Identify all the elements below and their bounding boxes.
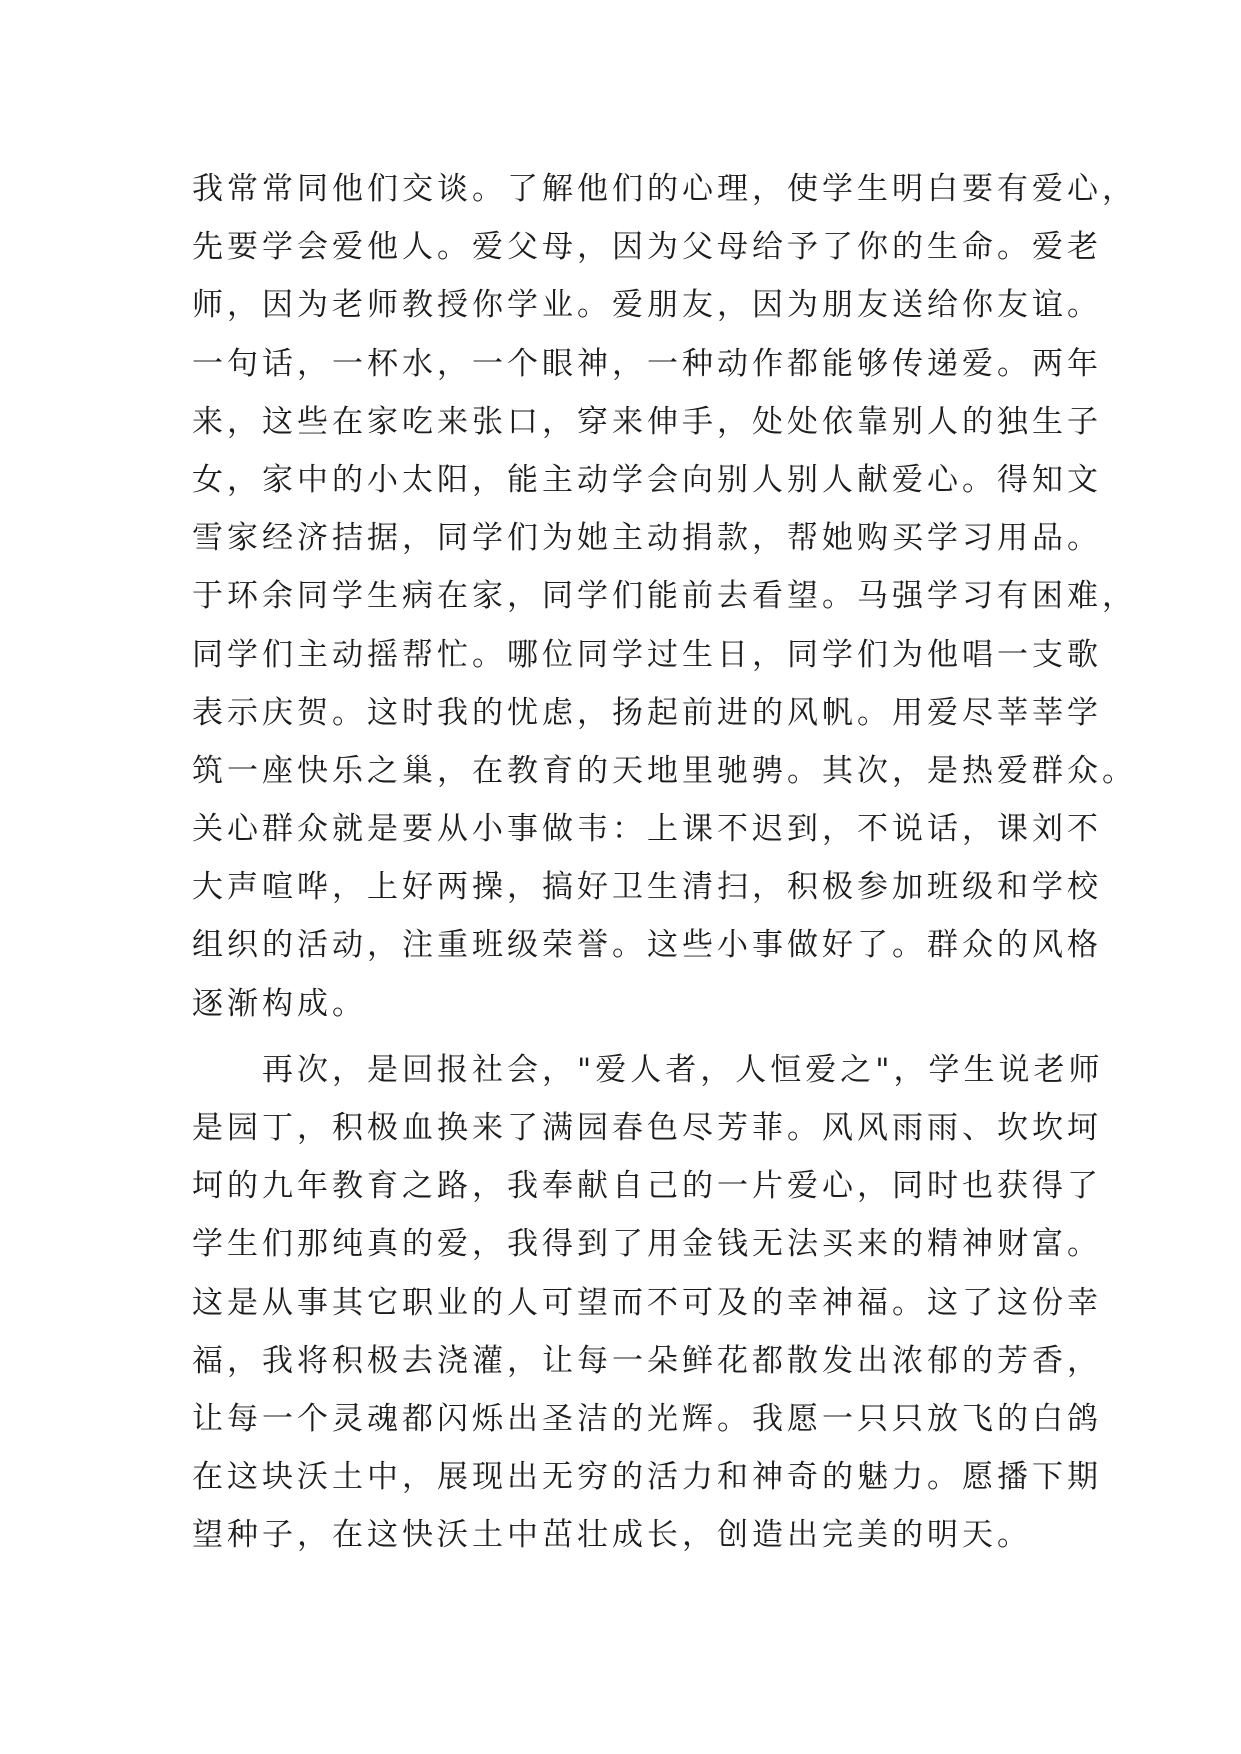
- text-line: 福，我将积极去浇灌，让每一朵鲜花都散发出浓郁的芳香，: [192, 1342, 1102, 1379]
- text-line: 于环余同学生病在家，同学们能前去看望。马强学习有困难，: [192, 578, 1137, 615]
- text-line: 这是从事其它职业的人可望而不可及的幸神福。这了这份幸: [192, 1284, 1102, 1321]
- text-line: 是园丁，积极血换来了满园春色尽芳菲。风风雨雨、坎坎坷: [192, 1110, 1102, 1146]
- text-line: 坷的九年教育之路，我奉献自己的一片爱心，同时也获得了: [192, 1168, 1102, 1205]
- text-line: 学生们那纯真的爱，我得到了用金钱无法买来的精神财富。: [192, 1226, 1102, 1263]
- text-line: 先要学会爱他人。爱父母，因为父母给予了你的生命。爱老: [192, 229, 1102, 266]
- text-line: 同学们主动摇帮忙。哪位同学过生日，同学们为他唱一支歌: [192, 636, 1102, 673]
- paragraph-gap: [192, 1033, 1072, 1041]
- text-line: 女，家中的小太阳，能主动学会向别人别人献爱心。得知文: [192, 461, 1102, 498]
- text-line: 师，因为老师教授你学业。爱朋友，因为朋友送给你友谊。: [192, 287, 1102, 324]
- text-line: 我常常同他们交谈。了解他们的心理，使学生明白要有爱心，: [192, 171, 1137, 207]
- text-line: 一句话，一杯水，一个眼神，一种动作都能够传递爱。两年: [192, 345, 1102, 382]
- text-line: 雪家经济拮据，同学们为她主动捐款，帮她购买学习用品。: [192, 520, 1102, 557]
- text-line: 表示庆贺。这时我的忧虑，扬起前进的风帆。用爱尽莘莘学: [192, 694, 1102, 731]
- paragraph-2: [192, 1041, 1104, 1565]
- paragraph-1: [192, 160, 1137, 1033]
- text-line: 筑一座快乐之巢，在教育的天地里驰骋。其次，是热爱群众。: [192, 752, 1137, 789]
- text-line: 让每一个灵魂都闪烁出圣洁的光辉。我愿一只只放飞的白鸽: [192, 1400, 1102, 1437]
- text-line: 大声喧哗，上好两操，搞好卫生清扫，积极参加班级和学校: [192, 869, 1102, 906]
- text-line: 关心群众就是要从小事做韦：上课不迟到，不说话，课刘不: [192, 811, 1102, 848]
- text-line: 来，这些在家吃来张口，穿来伸手，处处依靠别人的独生子: [192, 403, 1102, 440]
- text-line: 组织的活动，注重班级荣誉。这些小事做好了。群众的风格: [192, 927, 1102, 964]
- document-body: [192, 160, 1137, 1565]
- text-line: 望种子，在这快沃土中茁壮成长，创造出完美的明天。: [192, 1517, 1032, 1554]
- text-line: 再次，是回报社会，"爱人者，人恒爱之"，学生说老师: [192, 1051, 1104, 1088]
- text-line: 逐渐构成。: [192, 985, 367, 1022]
- text-line: 在这块沃土中，展现出无穷的活力和神奇的魅力。愿播下期: [192, 1459, 1102, 1496]
